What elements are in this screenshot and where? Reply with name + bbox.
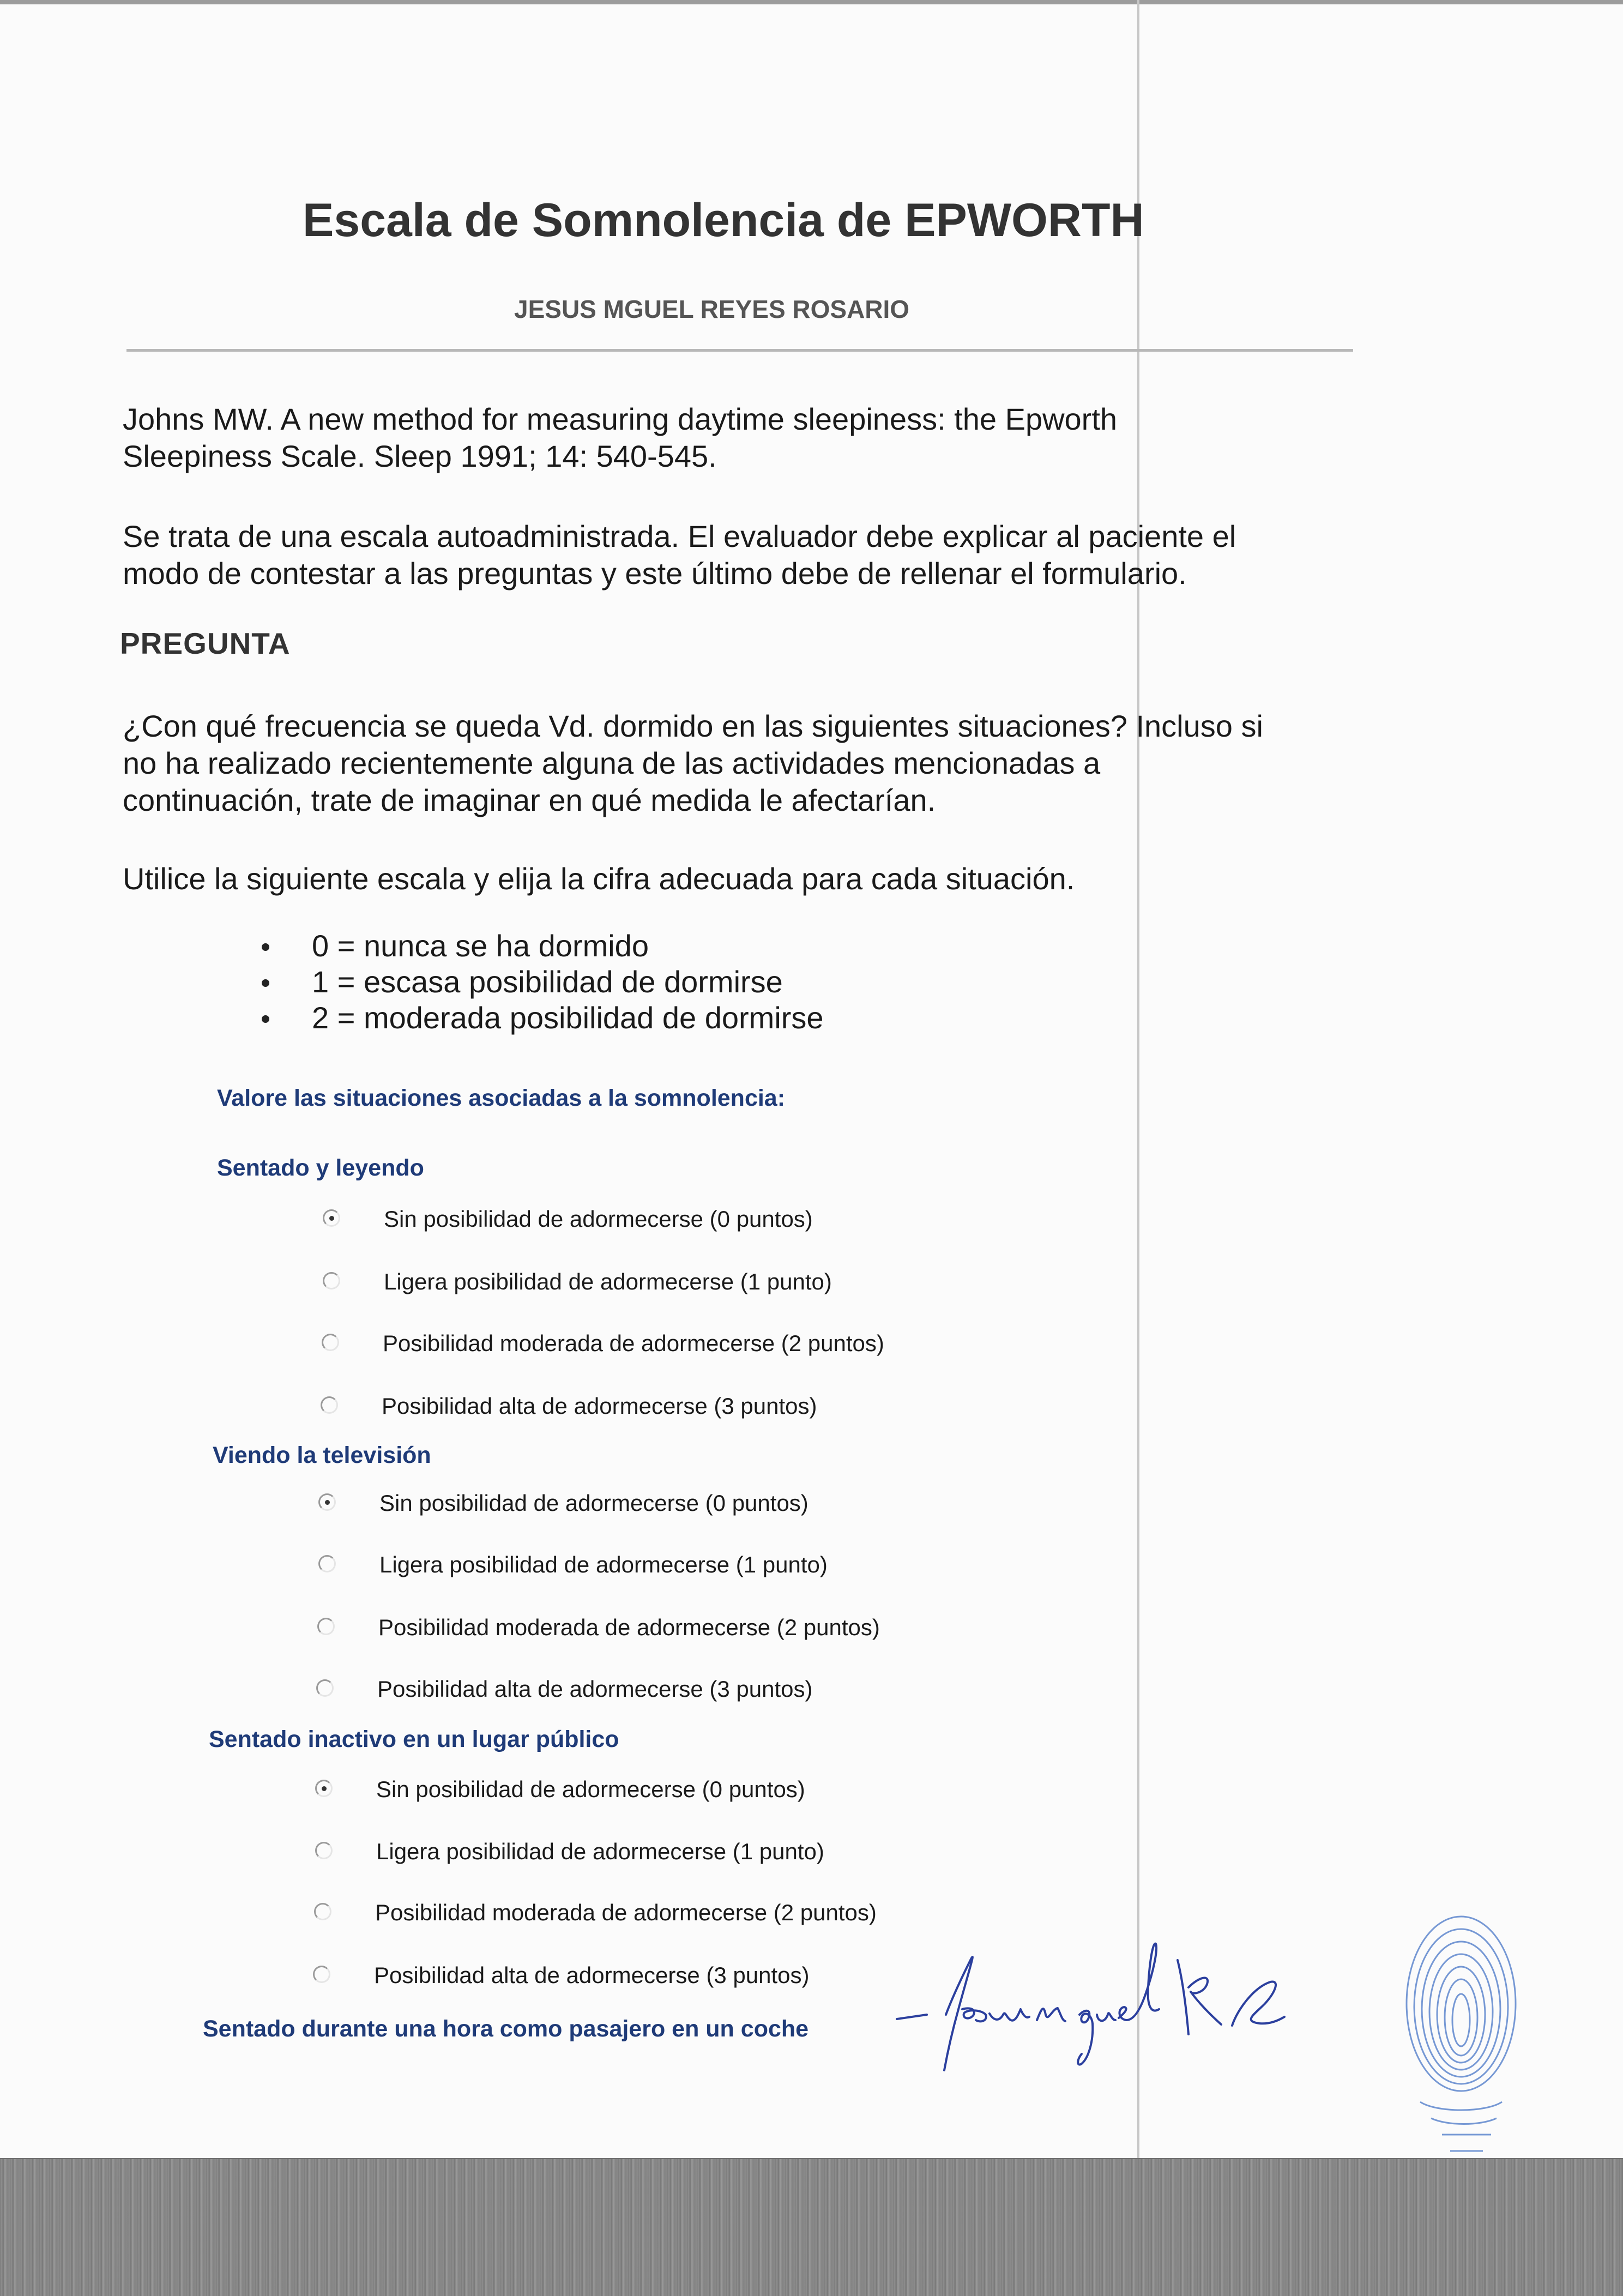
radio-button[interactable] xyxy=(323,1272,340,1289)
section-title-public-place: Sentado inactivo en un lugar público xyxy=(209,1726,619,1752)
option-label: Posibilidad alta de adormecerse (3 puntos) xyxy=(374,1962,810,1988)
scale-instruction: Utilice la siguiente escala y elija la cifra adecuada para cada situación. xyxy=(123,861,1075,896)
radio-button[interactable] xyxy=(321,1396,338,1414)
scale-item-text: 1 = escasa posibilidad de dormirse xyxy=(312,965,783,999)
radio-button[interactable] xyxy=(313,1966,330,1983)
option-label: Posibilidad moderada de adormecerse (2 puntos) xyxy=(378,1614,880,1640)
option-label: Posibilidad alta de adormecerse (3 puntos) xyxy=(382,1393,817,1419)
bullet-icon xyxy=(262,1015,269,1023)
section-title-reading: Sentado y leyendo xyxy=(217,1155,424,1181)
scanner-bed-area xyxy=(0,2159,1623,2296)
option-label: Ligera posibilidad de adormecerse (1 punto) xyxy=(376,1839,824,1864)
scale-item xyxy=(262,928,824,964)
fingerprint-mark xyxy=(1398,1895,1524,2162)
radio-button[interactable] xyxy=(323,1209,340,1227)
radio-button[interactable] xyxy=(322,1334,339,1351)
intro-line: modo de contestar a las preguntas y este último debe de rellenar el formulario. xyxy=(123,556,1187,590)
page-title: Escala de Somnolencia de EPWORTH xyxy=(303,194,1144,246)
option-label: Sin posibilidad de adormecerse (0 puntos) xyxy=(376,1776,805,1802)
scale-item xyxy=(262,964,824,1000)
author-name: JESUS MGUEL REYES ROSARIO xyxy=(514,295,910,323)
question-line: continuación, trate de imaginar en qué medida le afectarían. xyxy=(123,783,936,817)
bullet-icon xyxy=(262,979,269,987)
scale-item xyxy=(262,1000,824,1036)
title-divider xyxy=(126,349,1353,352)
question-paragraph xyxy=(123,708,1263,819)
radio-button[interactable] xyxy=(318,1555,336,1572)
fold-line xyxy=(1137,0,1139,2159)
radio-button[interactable] xyxy=(318,1493,336,1511)
intro-line: Se trata de una escala autoadministrada. El evaluador debe explicar al paciente el xyxy=(123,519,1236,553)
option-label: Ligera posibilidad de adormecerse (1 punto) xyxy=(384,1269,832,1294)
pregunta-heading: PREGUNTA xyxy=(120,626,291,660)
intro-paragraph xyxy=(123,518,1236,592)
option-label: Sin posibilidad de adormecerse (0 puntos) xyxy=(384,1206,813,1232)
radio-button[interactable] xyxy=(317,1618,335,1635)
radio-button[interactable] xyxy=(316,1679,334,1697)
citation xyxy=(123,401,1117,475)
question-line: no ha realizado recientemente alguna de las actividades mencionadas a xyxy=(123,746,1101,780)
citation-line: Johns MW. A new method for measuring daytime sleepiness: the Epworth xyxy=(123,402,1118,436)
option-label: Posibilidad alta de adormecerse (3 puntos) xyxy=(377,1676,813,1702)
option-label: Ligera posibilidad de adormecerse (1 punto) xyxy=(379,1552,828,1577)
option-label: Sin posibilidad de adormecerse (0 puntos) xyxy=(379,1490,809,1516)
radio-button[interactable] xyxy=(315,1780,333,1797)
radio-button[interactable] xyxy=(315,1842,333,1859)
situations-lead: Valore las situaciones asociadas a la somnolencia: xyxy=(217,1085,786,1111)
question-line: ¿Con qué frecuencia se queda Vd. dormido en las siguientes situaciones? Incluso si xyxy=(123,709,1263,743)
option-label: Posibilidad moderada de adormecerse (2 puntos) xyxy=(375,1900,877,1925)
scale-item-text: 2 = moderada posibilidad de dormirse xyxy=(312,1001,824,1035)
scale-item-text: 0 = nunca se ha dormido xyxy=(312,929,649,963)
section-title-tv: Viendo la televisión xyxy=(213,1442,431,1468)
scale-list xyxy=(262,928,824,1036)
option-label: Posibilidad moderada de adormecerse (2 puntos) xyxy=(383,1330,884,1356)
citation-line: Sleepiness Scale. Sleep 1991; 14: 540-545. xyxy=(123,439,717,473)
handwritten-signature xyxy=(894,1927,1374,2080)
section-title-car-passenger: Sentado durante una hora como pasajero en un coche xyxy=(203,2016,809,2042)
bullet-icon xyxy=(262,943,269,951)
radio-button[interactable] xyxy=(314,1903,331,1920)
